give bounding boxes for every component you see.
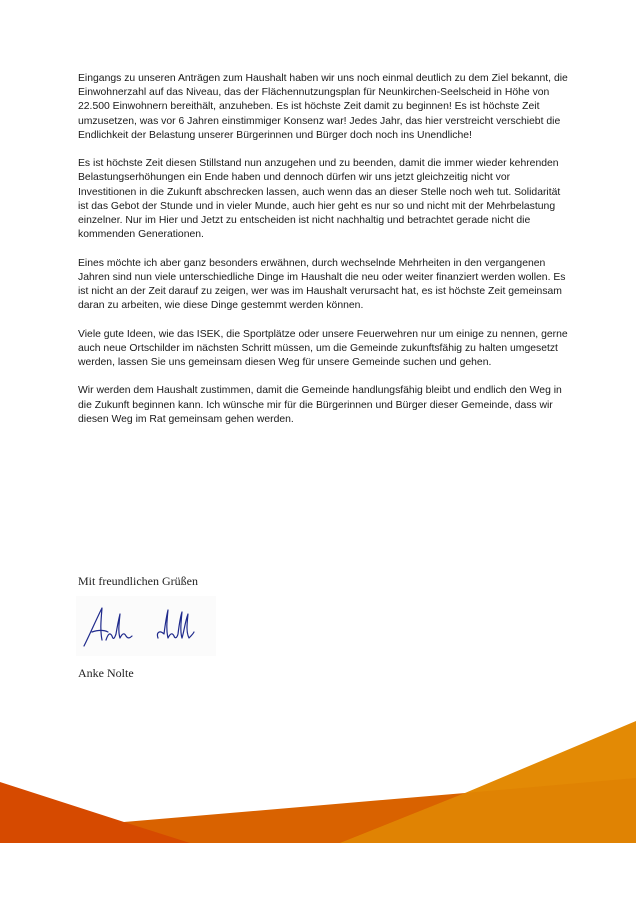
paragraph-1: Eingangs zu unseren Anträgen zum Haushalt haben wir uns noch einmal deutlich zu dem Ziel bekannt, die Einwohnerzahl auf das Niveau, das der Flächennutzungsplan für Neunkirchen-Seelscheid in Höhe von 22.500 Einwohnern bereithält, anzuheben. Es ist höchste Zeit damit zu beginnen! Es ist höchste Zeit umzusetzen, was vor 6 Jahren einstimmiger Konsenz war! Jedes Jahr, das hier verstreicht verschiebt die Endlichkeit der Belastung unserer Bürgerinnen und Bürger doch noch ins Unendliche! (78, 73, 568, 141)
paragraph-5: Wir werden dem Haushalt zustimmen, damit die Gemeinde handlungsfähig bleibt und endlich den Weg in die Zukunft beginnen kann. Ich wünsche mir für die Bürgerinnen und Bürger dieser Gemeinde, dass wir diesen Weg im Rat gemeinsam gehen werden. (78, 385, 562, 425)
footer-decoration (0, 700, 636, 850)
paragraph-2: Es ist höchste Zeit diesen Stillstand nun anzugehen und zu beenden, damit die immer wieder kehrenden Belastungserhöhungen ein Ende haben und dennoch dürfen wir uns jetzt gleichzeitig nicht vor Investitionen in die Zukunft abschrecken lassen, auch wenn das an dieser Stelle noch weh tut. Solidarität ist das Gebot der Stunde und in vieler Munde, auch hier geht es nur so und nicht mit der Mehrbelastung einzelner. Nur im Hier und Jetzt zu entscheiden ist nicht nachhaltig und betrachtet gerade nicht die kommenden Generationen. (78, 158, 561, 241)
closing-salutation: Mit freundlichen Grüßen (78, 574, 198, 588)
paragraph-4: Viele gute Ideen, wie das ISEK, die Sportplätze oder unsere Feuerwehren nur um einige zu nennen, gerne auch neue Ortschilder im nächsten Schritt müssen, um die Gemeinde zukunftsfähig zu halten umgesetzt werden, lassen Sie uns gemeinsam diesen Weg für unsere Gemeinde suchen und gehen. (78, 328, 568, 369)
handwritten-signature (76, 596, 216, 656)
letter-body (78, 72, 568, 441)
paragraph-3: Eines möchte ich aber ganz besonders erwähnen, durch wechselnde Mehrheiten in den vergangenen Jahren sind nun viele unterschiedliche Dinge im Haushalt die neu oder weiter finanziert werden wollen. Es ist nicht an der Zeit darauf zu zeigen, wer was im Haushalt verursacht hat, es ist höchste Zeit gemeinsam daran zu arbeiten, wie diese Dinge gestemmt werden können. (78, 257, 566, 312)
signature-icon (76, 596, 216, 656)
signer-name: Anke Nolte (78, 666, 134, 680)
